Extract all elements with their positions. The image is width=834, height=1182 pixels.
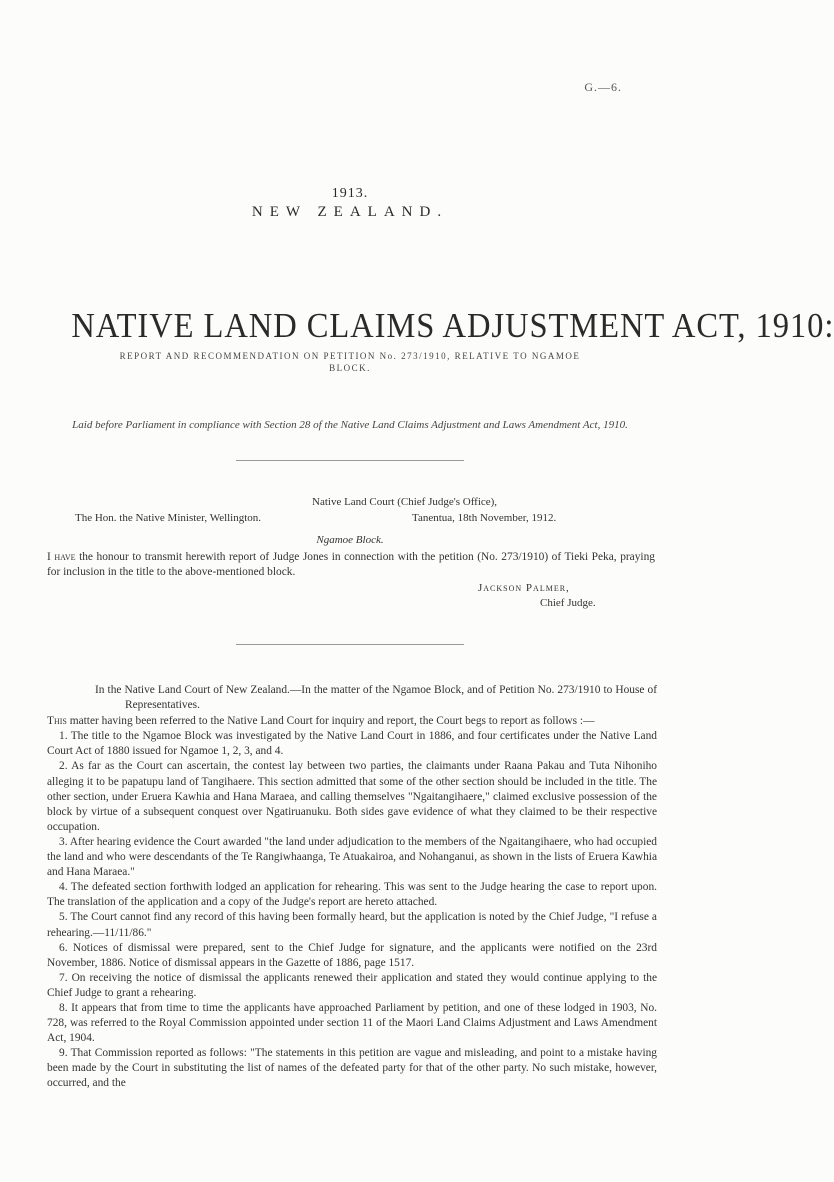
country-heading: NEW ZEALAND. (251, 204, 449, 220)
divider-rule (236, 644, 464, 645)
block-heading: Ngamoe Block. (316, 534, 384, 546)
report-intro-lead: This (47, 715, 67, 728)
document-title: NATIVE LAND CLAIMS ADJUSTMENT ACT, 1910: (71, 306, 834, 345)
report-paragraph: 7. On receiving the notice of dismissal the applicants renewed their application and stated they would continue applying to the Chief Judge to grant a rehearing. (47, 971, 657, 999)
report-intro (47, 714, 657, 729)
paper-reference: G.—6. (584, 80, 622, 94)
letter-place-date: Tanentua, 18th November, 1912. (412, 512, 557, 524)
report-paragraph: 8. It appears that from time to time the applicants have approached Parliament by petition, and one of these lodged in 1903, No. 728, was referred to the Royal Commission appointed under section 11 of the Maori Land Claims Adjustment and Laws Amendment Act, 1904. (47, 1001, 657, 1045)
divider-rule (236, 460, 464, 461)
laid-before-note: Laid before Parliament in compliance with Section 28 of the Native Land Claims Adjustment and Laws Amendment Act, 1910. (72, 419, 628, 431)
report-heading: In the Native Land Court of New Zealand.—In the matter of the Ngamoe Block, and of Petition No. 273/1910 to House of Representatives. (95, 684, 657, 712)
document-subtitle: REPORT AND RECOMMENDATION ON PETITION No. 273/1910, RELATIVE TO NGAMOE BLOCK. (119, 351, 581, 373)
letter-body (47, 550, 655, 580)
letter-body-lead: I have (47, 551, 76, 563)
report-body (47, 683, 657, 1092)
report-paragraph: 6. Notices of dismissal were prepared, sent to the Chief Judge for signature, and the applicants were notified on the 23rd November, 1886. Notice of dismissal appears in the Gazette of 1886, page 1517. (47, 941, 657, 969)
letter-from: Native Land Court (Chief Judge's Office), (312, 496, 498, 508)
signature-name: Jackson Palmer, (478, 582, 570, 594)
letter-addressee: The Hon. the Native Minister, Wellington. (75, 512, 262, 524)
report-paragraph: 3. After hearing evidence the Court awarded "the land under adjudication to the members of the Ngaitangihaere, who had occupied the land and who were descendants of the Te Rangiwhaanga, Te Atuakairoa, and Nohanganui, as shown in the lists of Eruera Kawhia and Hana Maraea." (47, 835, 657, 879)
report-paragraph: 5. The Court cannot find any record of this having been formally heard, but the application is noted by the Chief Judge, "I refuse a rehearing.—11/11/86." (47, 911, 657, 939)
report-paragraph: 1. The title to the Ngamoe Block was investigated by the Native Land Court in 1886, and four certificates under the Native Land Court Act of 1880 issued for Ngamoe 1, 2, 3, and 4. (47, 730, 657, 758)
report-paragraph: 9. That Commission reported as follows: "The statements in this petition are vague and misleading, and point to a mistake having been made by the Court in substituting the list of names of the defeated party for that of the other party. No such mistake, however, occurred, and the (47, 1047, 657, 1090)
signature-title: Chief Judge. (540, 597, 596, 609)
report-paragraph: 2. As far as the Court can ascertain, the contest lay between two parties, the claimants under Raana Pakau and Tuta Nihoniho alleging it to be papatupu land of Tangihaere. This section admitted that some of the other section should be included in the title. The other section, under Eruera Kawhia and Hana Maraea, and calling themselves "Ngaitangihaere," claimed exclusive possession of the block by virtue of a subsequent conquest over Ngatiruanuku. Both sides gave evidence of what they claimed to be their respective occupation. (47, 760, 657, 833)
letter-body-text: the honour to transmit herewith report of Judge Jones in connection with the petition (No. 273/1910) of Tieki Peka, praying for inclusion in the title to the above-mentioned block. (47, 551, 655, 578)
report-year: 1913. (331, 186, 369, 201)
report-paragraph: 4. The defeated section forthwith lodged an application for rehearing. This was sent to the Judge hearing the case to report upon. The translation of the application and a copy of the Judge's report are hereto attached. (47, 881, 657, 909)
report-intro-text: matter having been referred to the Native Land Court for inquiry and report, the Court begs to report as follows :— (66, 715, 595, 728)
